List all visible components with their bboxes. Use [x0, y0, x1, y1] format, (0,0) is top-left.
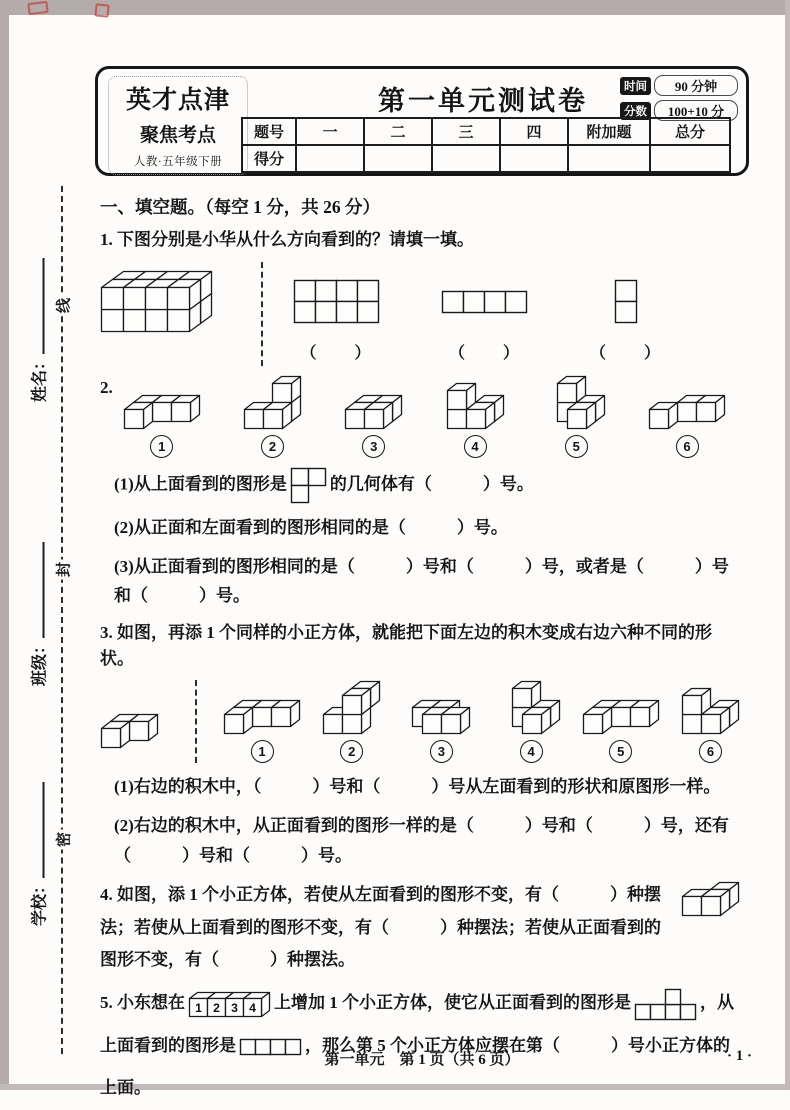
q2-cubes-2: [243, 375, 302, 430]
q3-cubes-4: [502, 680, 561, 735]
q3-figure-1-label: 1: [251, 740, 274, 763]
q3-cubes-2: [322, 680, 381, 735]
q1-front-view: [293, 262, 380, 366]
seal-char-feng: 封: [50, 560, 77, 580]
q3-divider: [195, 680, 197, 763]
brand-block: [108, 76, 248, 175]
seal-char-mi: 密: [50, 830, 77, 850]
class-blank-line: [39, 542, 45, 638]
seal-fold-line: [61, 186, 63, 1054]
q3-cubes-1: [223, 699, 301, 735]
q2-figure-4: [446, 375, 505, 458]
q2-sub1-text-b: 的几何体有（ ）号。: [329, 474, 534, 494]
question-3-sub-2: (2)右边的积木中，从正面看到的图形一样的是（ ）号和（ ）号，还有（ ）号和（ ）号。: [114, 815, 729, 865]
question-2-sub-2: (2)从正面和左面看到的图形相同的是（ ）号。: [114, 517, 508, 537]
red-scan-artifact: [94, 3, 109, 17]
time-label: 时间: [620, 77, 651, 95]
test-body: [100, 194, 744, 1110]
q2-figure-6-label: 6: [676, 435, 699, 458]
question-1-text: 1. 下图分别是小华从什么方向看到的？请填一填。: [100, 230, 474, 250]
q2-figure-2: [243, 375, 302, 458]
class-field: [27, 542, 50, 686]
question-4-text: 4. 如图，添 1 个小正方体，若使从左面看到的图形不变，有（ ）种摆法；若使从上面看到的图形不变，有（ ）种摆法；若使从正面看到的图形不变，有（ ）种摆法。: [100, 885, 661, 969]
q1-views: [293, 262, 744, 366]
q3-figure-2: [322, 680, 381, 763]
footer-page-number: · 1 ·: [726, 1048, 752, 1064]
q2-figure-3-label: 3: [362, 435, 385, 458]
q2-inline-shape: [290, 467, 327, 504]
q2-cubes-6: [648, 394, 726, 430]
score-cell-empty: [364, 145, 432, 172]
score-header-cell: 二: [364, 118, 432, 145]
score-header-cell: 总分: [650, 118, 730, 145]
q2-figure-strip: [123, 375, 744, 458]
time-badge: [620, 75, 738, 96]
svg-text:1: 1: [195, 1000, 202, 1015]
school-field: [27, 782, 50, 926]
score-header-cell: 题号: [242, 118, 296, 145]
q3-cubes-6: [681, 680, 740, 735]
score-table-score-row: [242, 145, 730, 172]
brand-title: 英才点津: [125, 87, 230, 114]
name-label: 姓名：: [31, 353, 49, 403]
q4-cubes-figure: [681, 881, 740, 917]
question-1-figures: [100, 262, 744, 366]
q5-text-2: 上增加 1 个小正方体，使它从正面看到的图形是: [274, 993, 631, 1013]
q3-original-block: [100, 713, 159, 749]
q5-numbered-cubes-figure: [188, 991, 271, 1018]
q2-figure-6: [648, 394, 726, 458]
q3-figure-5: [582, 699, 660, 763]
question-5: [100, 982, 744, 1110]
scan-border-left: [0, 0, 9, 1090]
q1-side-view-grid: [614, 262, 638, 342]
q3-cubes-5: [582, 699, 660, 735]
q3-figure-4-label: 4: [520, 740, 543, 763]
question-2-sub-3: (3)从正面看到的图形相同的是（ ）号和（ ）号，或者是（ ）号和（ ）号。: [114, 556, 729, 606]
q3-figure-1: [223, 699, 301, 763]
name-blank-line: [39, 258, 45, 354]
question-4: [100, 879, 744, 976]
score-table: [241, 117, 731, 173]
q2-cubes-4: [446, 375, 505, 430]
q5-front-view-figure: [634, 988, 697, 1021]
name-field: [27, 258, 50, 402]
score-header-cell: 一: [296, 118, 364, 145]
q1-side-view: [590, 262, 662, 366]
score-row-label: 得分: [242, 145, 296, 172]
score-table-header-row: [242, 118, 730, 145]
q3-figure-strip: [223, 680, 744, 763]
q3-figure-3: [402, 699, 480, 763]
svg-text:4: 4: [249, 1000, 256, 1015]
q1-solid-figure: [100, 270, 213, 333]
q3-figure-4: [502, 680, 561, 763]
class-label: 班级：: [31, 637, 49, 687]
test-header-box: [95, 66, 749, 176]
q5-text-4: ，那么第 5 个小正方体应摆在第（ ）号小正方体的上面。: [100, 1035, 730, 1098]
question-2-sub-1: [100, 467, 744, 504]
svg-text:2: 2: [213, 1000, 220, 1015]
q2-figure-1-label: 1: [150, 435, 173, 458]
q3-figure-6: [681, 680, 740, 763]
q2-figure-2-label: 2: [261, 435, 284, 458]
q2-cubes-3: [344, 394, 403, 430]
q1-answer-blank: （ ）: [589, 344, 662, 362]
red-scan-artifact: [27, 1, 48, 15]
q2-figure-5: [547, 375, 606, 458]
q2-cubes-1: [123, 394, 201, 430]
score-cell-empty: [568, 145, 650, 172]
q3-figure-6-label: 6: [699, 740, 722, 763]
q2-cubes-5: [547, 375, 606, 430]
question-3-sub-1: (1)右边的积木中，（ ）号和（ ）号从左面看到的形状和原图形一样。: [114, 777, 721, 796]
question-2-number: 2.: [100, 377, 113, 397]
score-cell-empty: [296, 145, 364, 172]
score-cell-empty: [650, 145, 730, 172]
q1-answer-blank: （ ）: [300, 344, 373, 362]
svg-text:3: 3: [231, 1000, 238, 1015]
score-cell-empty: [500, 145, 568, 172]
q1-divider: [261, 262, 263, 366]
q5-text-1: 5. 小东想在: [100, 993, 185, 1013]
q2-figure-5-label: 5: [565, 435, 588, 458]
q1-answer-blank: （ ）: [448, 344, 521, 362]
q2-figure-4-label: 4: [464, 435, 487, 458]
q1-top-view-grid: [441, 262, 528, 342]
q3-figure-3-label: 3: [430, 740, 453, 763]
score-label: 分数: [620, 102, 651, 120]
question-3-figures: [100, 680, 744, 763]
q3-figure-5-label: 5: [609, 740, 632, 763]
time-value: 90 分钟: [654, 75, 738, 96]
scan-border-right: [785, 0, 790, 1090]
question-2-figures: [100, 375, 744, 458]
q2-sub1-text-a: (1)从上面看到的图形是: [114, 474, 287, 494]
section-1-title: 一、填空题。（每空 1 分，共 26 分）: [100, 197, 380, 217]
brand-edition: 人教·五年级下册: [133, 156, 223, 168]
q3-cubes-3: [402, 699, 480, 735]
score-header-cell: 附加题: [568, 118, 650, 145]
q3-figure-2-label: 2: [340, 740, 363, 763]
q2-figure-1: [123, 394, 201, 458]
seal-char-xian: 线: [50, 296, 77, 316]
question-3-text: 3. 如图，再添 1 个同样的小正方体，就能把下面左边的积木变成右边六种不同的形状。: [100, 623, 712, 668]
score-cell-empty: [432, 145, 500, 172]
scan-border-top: [0, 0, 790, 15]
q1-top-view: [441, 262, 528, 366]
footer-page-info: 第一单元 第 1 页（共 6 页）: [324, 1052, 520, 1068]
score-value: 100+10 分: [654, 100, 738, 121]
brand-subtitle: 聚焦考点: [139, 125, 216, 146]
q2-figure-3: [344, 394, 403, 458]
page-title: 第一单元测试卷: [378, 86, 588, 116]
score-header-cell: 三: [432, 118, 500, 145]
school-label: 学校：: [31, 877, 49, 927]
q5-text-3: ，从上面看到的图形是: [100, 993, 734, 1055]
score-header-cell: 四: [500, 118, 568, 145]
q1-front-view-grid: [293, 262, 380, 342]
school-blank-line: [39, 782, 45, 878]
